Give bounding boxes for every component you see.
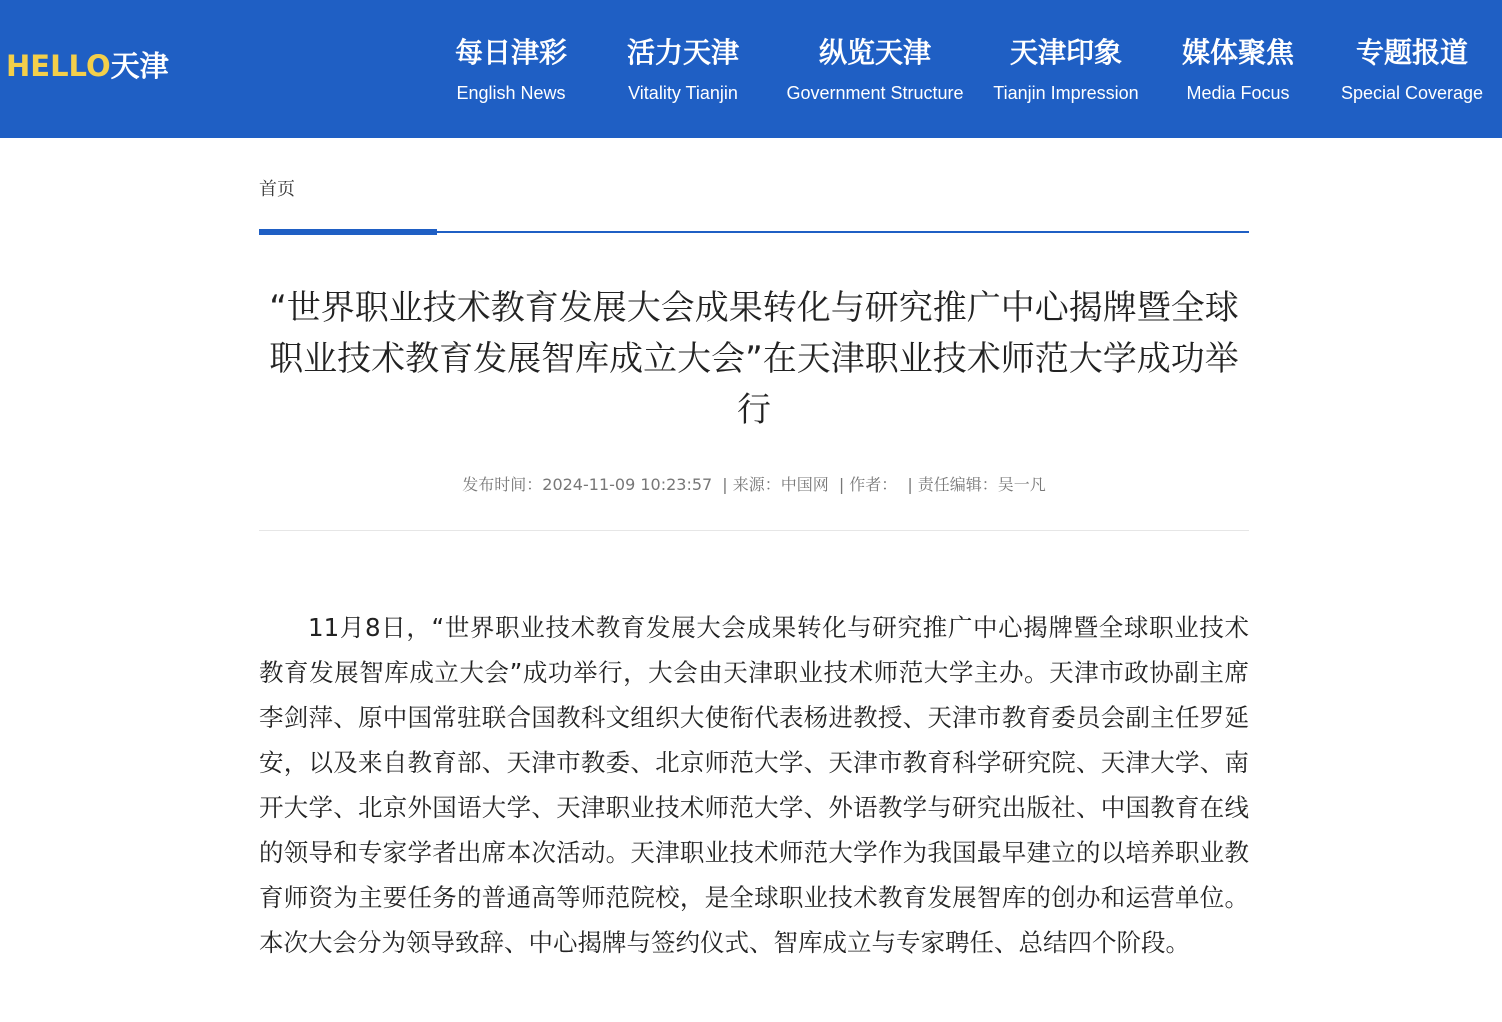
nav-item-zh-label: 每日津彩 xyxy=(454,36,567,69)
nav-item-tianjin-impression[interactable] xyxy=(982,34,1150,106)
top-navigation-bar xyxy=(0,0,1502,138)
nav-item-en-label: Vitality Tianjin xyxy=(628,83,738,103)
logo-city-text: 天津 xyxy=(110,49,169,83)
breadcrumb-home-link[interactable]: 首页 xyxy=(259,179,295,200)
nav-item-zh-label: 纵览天津 xyxy=(818,36,931,69)
publish-time-label: 发布时间： xyxy=(462,475,543,494)
article-meta xyxy=(259,474,1249,496)
nav-item-zh-label: 专题报道 xyxy=(1355,36,1468,69)
source-label: 来源： xyxy=(732,475,781,494)
breadcrumb xyxy=(259,178,1249,202)
meta-separator: | xyxy=(838,475,845,494)
meta-separator: | xyxy=(907,475,913,494)
article-body-paragraph: 11月8日，“世界职业技术教育发展大会成果转化与研究推广中心揭牌暨全球职业技术教育发展智库成立大会”成功举行，大会由天津职业技术师范大学主办。天津市政协副主席李剑萍、原中国常驻联合国教科文组织大使衔代表杨进教授、天津市教育委员会副主任罗延安，以及来自教育部、天津市教委、北京师范大学、天津市教育科学研究院、天津大学、南开大学、北京外国语大学、天津职业技术师范大学、外语教学与研究出版社、中国教育在线的领导和专家学者出席本次活动。天津职业技术师范大学作为我国最早建立的以培养职业教育师资为主要任务的普通高等师范院校，是全球职业技术教育发展智库的创办和运营单位。本次大会分为领导致辞、中心揭牌与签约仪式、智库成立与专家聘任、总结四个阶段。 xyxy=(259,613,1249,957)
meta-divider xyxy=(259,530,1249,531)
main-nav xyxy=(0,0,1502,138)
editor-label: 责任编辑： xyxy=(917,475,998,494)
meta-separator: | xyxy=(722,475,728,494)
nav-item-government-structure[interactable] xyxy=(772,34,978,106)
nav-item-zh-label: 天津印象 xyxy=(1009,36,1122,69)
nav-item-zh-label: 活力天津 xyxy=(626,36,739,69)
nav-item-en-label: Special Coverage xyxy=(1340,83,1484,103)
logo-hello-text: HELLO xyxy=(6,49,111,83)
nav-item-en-label: Government Structure xyxy=(786,83,964,103)
breadcrumb-divider-accent xyxy=(259,229,437,235)
author-label: 作者： xyxy=(849,475,898,494)
nav-item-vitality-tianjin[interactable] xyxy=(613,34,753,106)
article-container xyxy=(259,138,1249,990)
nav-item-special-coverage[interactable] xyxy=(1332,34,1492,106)
nav-item-english-news[interactable] xyxy=(441,34,581,106)
nav-item-media-focus[interactable] xyxy=(1168,34,1308,106)
nav-item-en-label: English News xyxy=(456,83,566,103)
nav-item-en-label: Tianjin Impression xyxy=(993,83,1139,103)
publish-time-value: 2024-11-09 10:23:57 xyxy=(542,475,713,494)
source-value: 中国网 xyxy=(780,475,829,494)
article-title: “世界职业技术教育发展大会成果转化与研究推广中心揭牌暨全球职业技术教育发展智库成立大会”在天津职业技术师范大学成功举行 xyxy=(269,288,1239,430)
nav-item-en-label: Media Focus xyxy=(1186,83,1290,103)
editor-value: 吴一凡 xyxy=(997,475,1046,494)
nav-item-zh-label: 媒体聚焦 xyxy=(1181,36,1294,69)
breadcrumb-divider xyxy=(259,231,1249,233)
